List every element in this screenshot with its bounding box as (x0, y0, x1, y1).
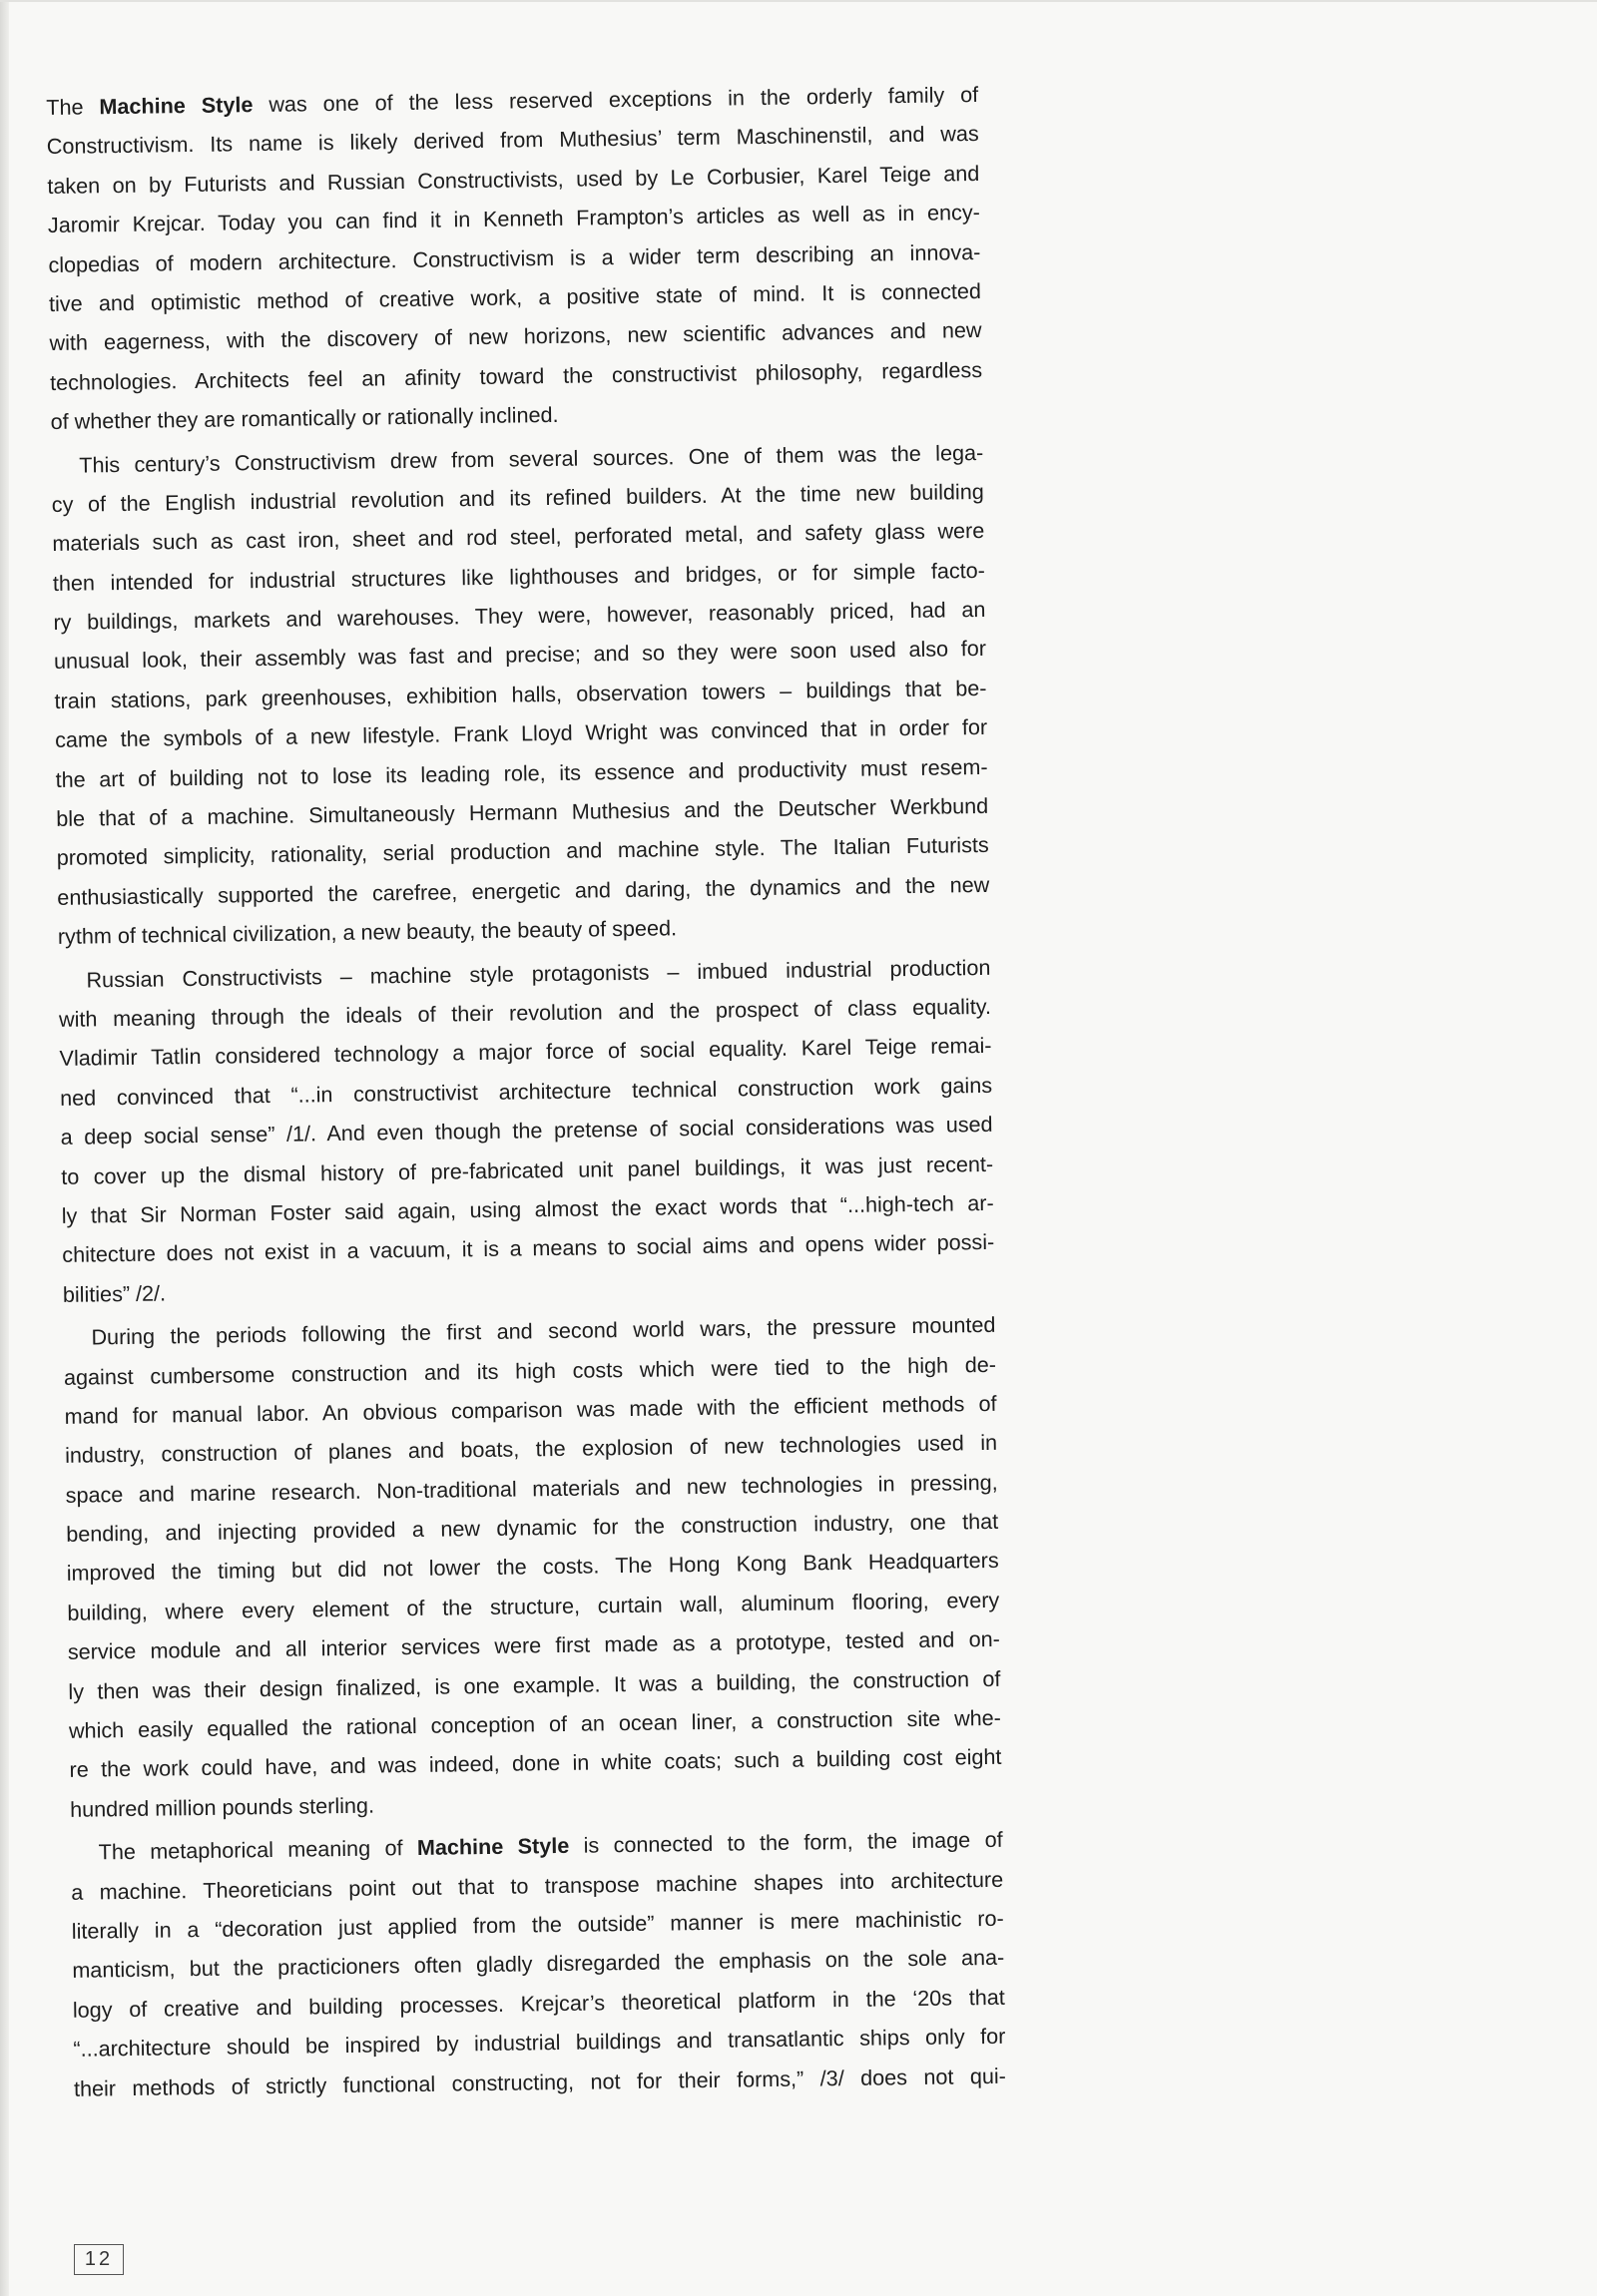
text-line: Vladimir Tatlin considered technology a major force of social equality. Karel Teige remai- (59, 1033, 992, 1072)
text-line: taken on by Futurists and Russian Constructivists, used by Le Corbusier, Karel Teige and (47, 160, 980, 199)
text-line: industry, construction of planes and boats, the explosion of new technologies used in (64, 1430, 998, 1469)
text-line: enthusiastically supported the carefree, energetic and daring, the dynamics and the new (57, 871, 990, 910)
text-line: of whether they are romantically or rationally inclined. (50, 401, 559, 435)
text-line: ly that Sir Norman Foster said again, using almost the exact words that “...high-tech ar- (61, 1189, 994, 1228)
text-line: bending, and injecting provided a new dynamic for the construction industry, one that (66, 1508, 999, 1547)
text-line: building, where every element of the structure, curtain wall, aluminum flooring, every (67, 1587, 1000, 1625)
text-line: Russian Constructivists – machine style protagonists – imbued industrial production (86, 954, 991, 993)
bold-term: Machine Style (99, 92, 254, 120)
text-line: Constructivism. Its name is likely derived from Muthesius’ term Maschinenstil, and was (46, 121, 979, 160)
text-line: ly then was their design finalized, is one example. It was a building, the construction of (68, 1665, 1001, 1704)
text-line: re the work could have, and was indeed, done in white coats; such a building cost eight (69, 1744, 1002, 1783)
text-line: with eagerness, with the discovery of new horizons, new scientific advances and new (49, 317, 982, 356)
text-line: manticism, but the practicioners often gladly disregarded the emphasis on the sole ana- (72, 1945, 1005, 1984)
text-line: the art of building not to lose its leading role, its essence and productivity must resem- (55, 753, 988, 792)
text-line: cy of the English industrial revolution and its refined builders. At the time new building (51, 478, 984, 517)
text-line: to cover up the dismal history of pre-fabricated unit panel buildings, it was just recent- (61, 1150, 994, 1189)
text-line: tive and optimistic method of creative work, a positive state of mind. It is connected (48, 277, 982, 316)
text-line: train stations, park greenhouses, exhibition halls, observation towers – buildings that be- (54, 675, 987, 713)
text-line: “...architecture should be inspired by industrial buildings and transatlantic ships only for (73, 2023, 1006, 2062)
text-line: technologies. Architects feel an afinity toward the constructivist philosophy, regardless (49, 356, 983, 395)
text-line: then intended for industrial structures like lighthouses and bridges, or for simple facto- (52, 557, 986, 596)
text-line: logy of creative and building processes. Krejcar’s theoretical platform in the ‘20s that (72, 1984, 1005, 2023)
text-line: a machine. Theoreticians point out that to transpose machine shapes into architecture (71, 1866, 1004, 1905)
text-line: improved the timing but did not lower the costs. The Hong Kong Bank Headquarters (66, 1548, 999, 1587)
article-body (46, 75, 1006, 2112)
text-line: literally in a “decoration just applied from the outside” manner is mere machinistic ro- (71, 1905, 1004, 1944)
text-line: During the periods following the first and second world wars, the pressure mounted (91, 1311, 996, 1350)
text-segment: was one of the less reserved exceptions in the orderly family of (253, 81, 979, 118)
text-line: unusual look, their assembly was fast and precise; and so they were soon used also for (53, 636, 987, 675)
text-line: space and marine research. Non-traditional materials and new technologies in pressing, (65, 1469, 998, 1508)
paragraph (51, 432, 990, 956)
text-segment: The metaphorical meaning of (98, 1835, 418, 1865)
text-line: came the symbols of a new lifestyle. Frank Lloyd Wright was convinced that in order for (54, 714, 988, 753)
text-line: materials such as cast iron, sheet and rod steel, perforated metal, and safety glass were (52, 518, 985, 557)
text-line: Jaromir Krejcar. Today you can find it in Kenneth Frampton’s articles as well as in ency- (47, 200, 981, 238)
paragraph (63, 1305, 1002, 1829)
page-number: 12 (74, 2244, 124, 2275)
text-segment: The (46, 94, 100, 120)
text-line: clopedias of modern architecture. Constructivism is a wider term describing an innova- (48, 238, 981, 277)
text-line: which easily equalled the rational conception of an ocean liner, a construction site whe- (68, 1704, 1002, 1743)
text-segment: is connected to the form, the image of (569, 1826, 1003, 1859)
text-line: their methods of strictly functional constructing, not for their forms,” /3/ does not qui- (73, 2063, 1007, 2101)
text-line: mand for manual labor. An obvious comparison was made with the efficient methods of (64, 1390, 997, 1429)
text-line: hundred million pounds sterling. (69, 1792, 375, 1822)
text-line: This century’s Constructivism drew from several sources. One of them was the lega- (79, 439, 984, 478)
text-line: ry buildings, markets and warehouses. They were, however, reasonably priced, had an (53, 596, 986, 636)
paragraph (70, 1820, 1006, 2108)
paragraph (46, 75, 983, 442)
text-line: a deep social sense” /1/. And even though the pretense of social considerations was used (60, 1112, 993, 1150)
text-line: against cumbersome construction and its high costs which were tied to the high de- (63, 1351, 997, 1390)
text-line: with meaning through the ideals of their revolution and the prospect of class equality. (58, 993, 992, 1032)
page-top-edge (0, 0, 1597, 2)
bold-term: Machine Style (416, 1833, 570, 1861)
text-line: bilities” /2/. (62, 1280, 167, 1307)
text-line: promoted simplicity, rationality, serial production and machine style. The Italian Futurists (56, 832, 989, 871)
page-binding-edge (0, 0, 9, 2296)
text-line: rythm of technical civilization, a new beauty, the beauty of speed. (57, 915, 678, 950)
paragraph (58, 947, 995, 1314)
text-line: chitecture does not exist in a vacuum, it is a means to social aims and opens wider possi- (62, 1229, 995, 1268)
text-line: service module and all interior services were first made as a prototype, tested and on- (67, 1626, 1000, 1665)
text-line: ned convinced that “...in constructivist architecture technical construction work gains (59, 1072, 993, 1111)
text-line: ble that of a machine. Simultaneously Hermann Muthesius and the Deutscher Werkbund (56, 792, 989, 831)
